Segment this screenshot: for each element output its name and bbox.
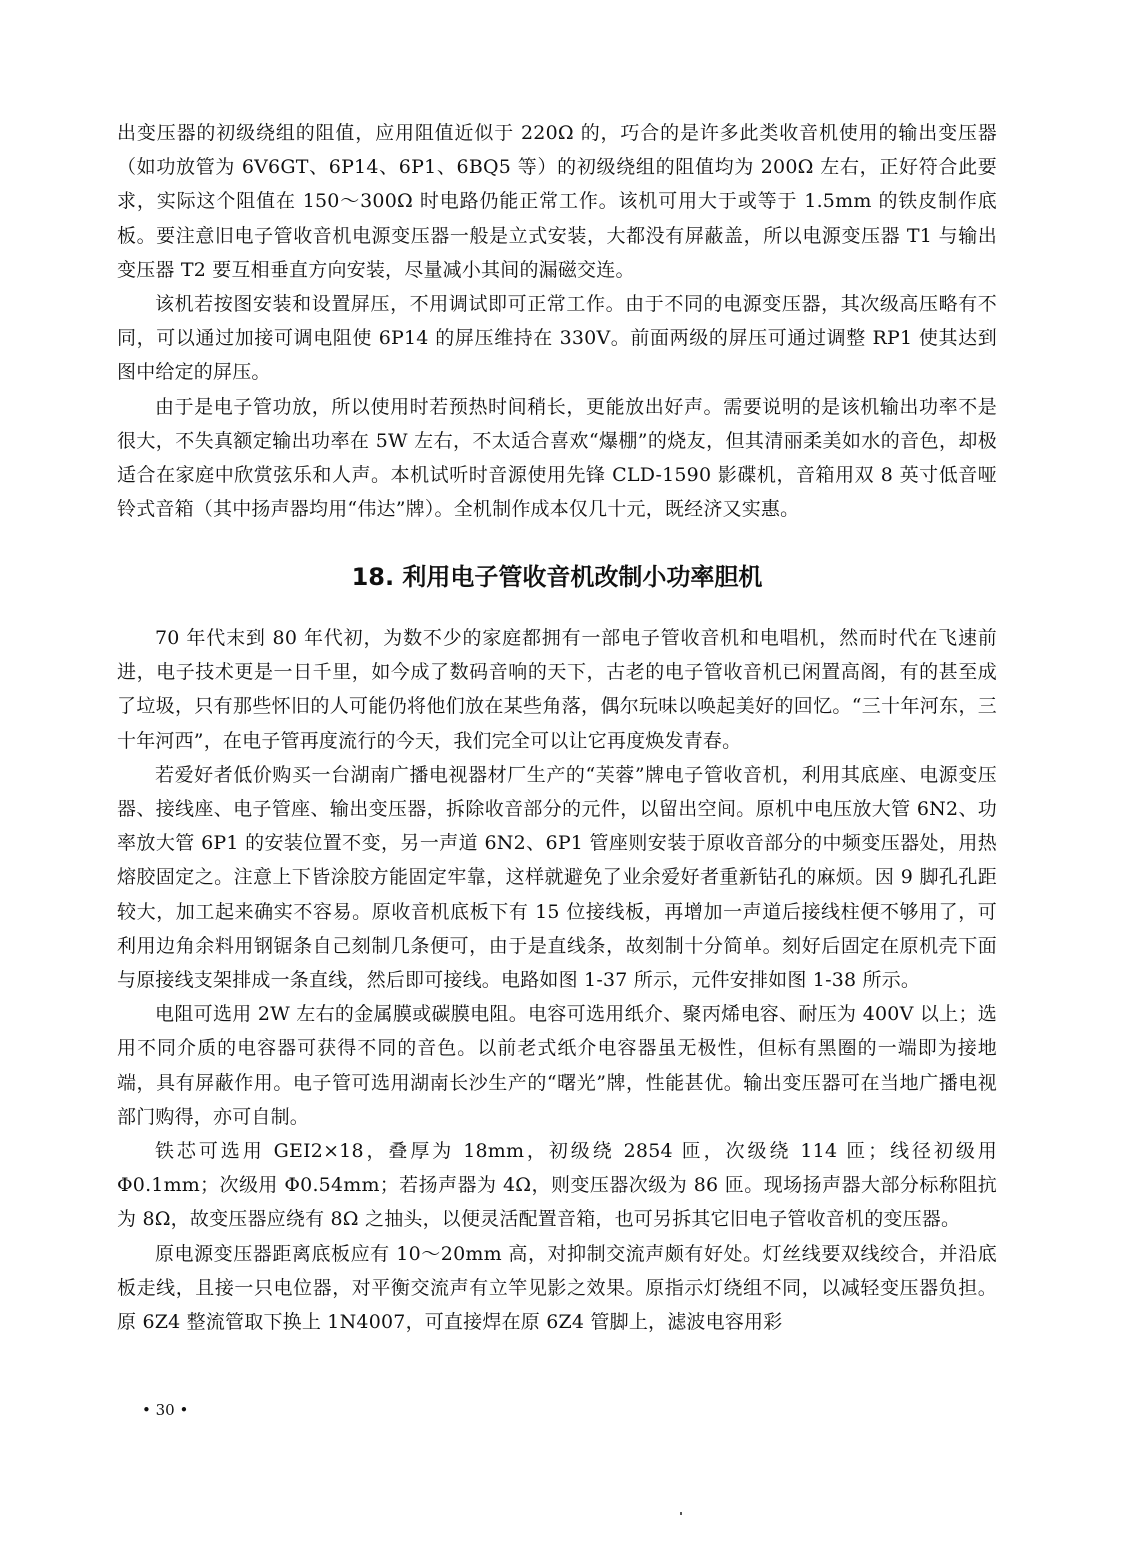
paragraph: 该机若按图安装和设置屏压，不用调试即可正常工作。由于不同的电源变压器，其次级高压略有不同，可以通过加接可调电阻使 6P14 的屏压维持在 330V。前面两级的屏压可通过调整 RP1 使其达到图中给定的屏压。 [117,293,997,384]
paragraph: 70 年代末到 80 年代初，为数不少的家庭都拥有一部电子管收音机和电唱机，然而时代在飞速前进，电子技术更是一日千里，如今成了数码音响的天下，古老的电子管收音机已闲置高阁，有的甚至成了垃圾，只有那些怀旧的人可能仍将他们放在某些角落，偶尔玩味以唤起美好的回忆。“三十年河东，三十年河西”，在电子管再度流行的今天，我们完全可以让它再度焕发青春。 [117,627,997,752]
page-number: • 30 • [142,1401,189,1419]
paragraph: 电阻可选用 2W 左右的金属膜或碳膜电阻。电容可选用纸介、聚丙烯电容、耐压为 400V 以上；选用不同介质的电容器可获得不同的音色。以前老式纸介电容器虽无极性，但标有黑圈的一端即为接地端，具有屏蔽作用。电子管可选用湖南长沙生产的“曙光”牌，性能甚优。输出变压器可在当地广播电视部门购得，亦可自制。 [117,1003,997,1128]
scan-dust-mark [680,1512,682,1515]
paragraph: 铁芯可选用 GEI2×18，叠厚为 18mm，初级绕 2854 匝，次级绕 114 匝；线径初级用 Φ0.1mm；次级用 Φ0.54mm；若扬声器为 4Ω，则变压器次级为 86 匝。现场扬声器大部分标称阻抗为 8Ω，故变压器应绕有 8Ω 之抽头，以便灵活配置音箱，也可另拆其它旧电子管收音机的变压器。 [117,1140,997,1231]
paragraph: 原电源变压器距离底板应有 10～20mm 高，对抑制交流声颇有好处。灯丝线要双线绞合，并沿底板走线，且接一只电位器，对平衡交流声有立竿见影之效果。原指示灯绕组不同，以减轻变压器负担。原 6Z4 整流管取下换上 1N4007，可直接焊在原 6Z4 管脚上，滤波电容用彩 [117,1242,997,1334]
paragraph: 若爱好者低价购买一台湖南广播电视器材厂生产的“芙蓉”牌电子管收音机，利用其底座、电源变压器、接线座、电子管座、输出变压器，拆除收音部分的元件，以留出空间。原机中电压放大管 6N2、功率放大管 6P1 的安装位置不变，另一声道 6N2、6P1 管座则安装于原收音部分的中频变压器处，用热熔胶固定之。注意上下皆涂胶方能固定牢靠，这样就避免了业余爱好者重新钻孔的麻烦。因 9 脚孔孔距较大，加工起来确实不容易。原收音机底板下有 15 位接线板，再增加一声道后接线柱便不够用了，可利用边角余料用钢锯条自己刻制几条便可，由于是直线条，故刻制十分简单。刻好后固定在原机壳下面与原接线支架排成一条直线，然后即可接线。电路如图 1-37 所示，元件安排如图 1-38 所示。 [117,763,997,992]
top-text-block [117,116,997,526]
section-body-text [117,621,997,1339]
paragraph-continued: 出变压器的初级绕组的阻值，应用阻值近似于 220Ω 的，巧合的是许多此类收音机使用的输出变压器（如功放管为 6V6GT、6P14、6P1、6BQ5 等）的初级绕组的阻值均为 200Ω 左右，正好符合此要求，实际这个阻值在 150～300Ω 时电路仍能正常工作。该机可用大于或等于 1.5mm 的铁皮制作底板。要注意旧电子管收音机电源变压器一般是立式安装，大都没有屏蔽盖，所以电源变压器 T1 与输出变压器 T2 要互相垂直方向安装，尽量减小其间的漏磁交连。 [117,122,997,281]
paragraph: 由于是电子管功放，所以使用时若预热时间稍长，更能放出好声。需要说明的是该机输出功率不是很大，不失真额定输出功率在 5W 左右，不太适合喜欢“爆棚”的烧友，但其清丽柔美如水的音色，却极适合在家庭中欣赏弦乐和人声。本机试听时音源使用先锋 CLD-1590 影碟机，音箱用双 8 英寸低音哑铃式音箱（其中扬声器均用“伟达”牌）。全机制作成本仅几十元，既经济又实惠。 [117,395,997,521]
section-heading: 18. 利用电子管收音机改制小功率胆机 [351,563,763,591]
